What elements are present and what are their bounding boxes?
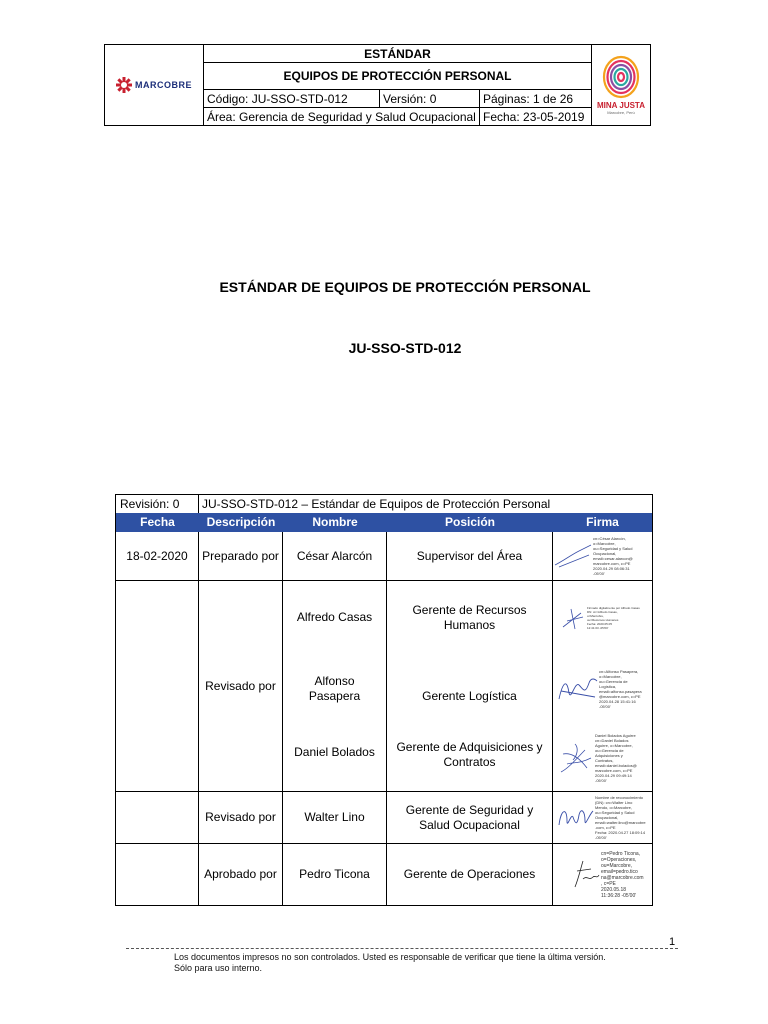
row-2c-firma [553, 724, 652, 791]
revision-table [115, 494, 653, 906]
signature-text-bolados: Daniel Bolados Aguirre cn=Daniel Bolados Aguirre, o=Marcobre, ou=Gerencia de Adquisiciones y Contratos, email=daniel.bolados@ marcobre.com, c=PE 2020.04.29 09:49:14 -05'00' [595, 732, 637, 783]
row-2-descripcion: Revisado por [199, 580, 283, 791]
row-2a-posicion: Gerente de Recursos Humanos [387, 580, 553, 654]
row-1-fecha: 18-02-2020 [116, 532, 199, 580]
column-header-firma: Firma [553, 513, 652, 532]
signature-text-casas: Firmado digitalmente por Alfredo Casas DN: cn=Alfredo Casas, o=Marcobre, ou=Recursos Humanos Fecha: 2020.05.05 12:41:03 -05'00' [587, 605, 640, 630]
paginas-field: Páginas: 1 de 26 [480, 90, 591, 108]
area-field: Área: Gerencia de Seguridad y Salud Ocupacional [204, 108, 480, 125]
row-2c-nombre: Daniel Bolados [283, 724, 387, 791]
marcobre-logo-text: MARCOBRE [135, 80, 192, 90]
marcobre-symbol-icon [116, 77, 132, 93]
revision-title: JU-SSO-STD-012 – Estándar de Equipos de Protección Personal [202, 496, 551, 511]
signature-text-pasapera: cn=Alfonso Pasapera, o=Marcobre, ou=Gerencia de Logística, email=alfonso.pasapera @marcobre.com, c=PE 2020.04.28 15:41:16 -05'00' [599, 669, 642, 709]
row-3-firma [553, 791, 652, 843]
page-number: 1 [669, 936, 676, 948]
mina-justa-logo-text: MINA JUSTA [597, 101, 645, 110]
row-1-descripcion: Preparado por [199, 532, 283, 580]
fingerprint-icon [601, 55, 641, 99]
signature-ticona [571, 857, 601, 893]
column-header-posicion: Posición [387, 513, 553, 532]
row-3-descripcion: Revisado por [199, 791, 283, 843]
version-field: Versión: 0 [380, 90, 480, 108]
signature-text-alarcon: cn=César Alarcón, o=Marcobre, ou=Seguridad y Salud Ocupacional, email=cesar.alarcon@ marcobre.com, c=PE 2020.04.29 08:06:31 -05'00' [593, 536, 633, 576]
row-1-firma [553, 532, 652, 580]
footer-line-2: Sólo para uso interno. [174, 963, 263, 973]
signature-text-ticona: cn=Pedro Ticona, o=Operaciones, ou=Marcobre, email=pedro.tico na@marcobre.com , c=PE 2020.05.18 11:36:28 -05'00' [601, 850, 644, 899]
header-title: EQUIPOS DE PROTECCIÓN PERSONAL [204, 63, 591, 90]
row-4-descripcion: Aprobado por [199, 843, 283, 905]
codigo-field: Código: JU-SSO-STD-012 [204, 90, 380, 108]
row-3-posicion: Gerente de Seguridad y Salud Ocupacional [387, 791, 553, 843]
column-header-fecha: Fecha [116, 513, 199, 532]
row-3-nombre: Walter Lino [283, 791, 387, 843]
signature-lino [555, 801, 595, 835]
signature-text-lino: Nombre de reconocimiento (DN): cn=Walter Lino Mendo, o=Marcobre, ou=Seguridad y Salud Ocupacional, email=walter.lino@marcobre .com, c=PE Fecha: 2020.04.27 18:09:14 -05'00' [595, 795, 646, 840]
fecha-field: Fecha: 23-05-2019 [483, 110, 585, 124]
footer-line-1: Los documentos impresos no son controlados. Usted es responsable de verificar que tiene la última versión. [174, 952, 606, 962]
row-4-fecha [116, 843, 199, 905]
row-2b-firma [553, 654, 652, 724]
mina-justa-logo-subtext: Marcobre, Perú [607, 110, 635, 115]
revision-number: Revisión: 0 [116, 495, 199, 513]
row-2b-nombre [283, 654, 387, 724]
signature-bolados [555, 738, 595, 778]
row-2c-posicion: Gerente de Adquisiciones y Contratos [387, 724, 553, 791]
row-2b-nombre-text: Alfonso Pasapera [308, 674, 361, 703]
document-header [104, 44, 651, 126]
row-2a-firma [553, 580, 652, 654]
row-1-posicion: Supervisor del Área [387, 532, 553, 580]
row-2-fecha [116, 580, 199, 791]
footer-divider [126, 948, 678, 949]
row-3-fecha [116, 791, 199, 843]
row-4-posicion: Gerente de Operaciones [387, 843, 553, 905]
row-2b-posicion: Gerente Logística [387, 654, 553, 724]
row-4-firma [553, 843, 652, 905]
signature-pasapera [555, 671, 599, 707]
signature-casas [559, 603, 587, 633]
column-header-descripcion: Descripción [199, 513, 283, 532]
row-1-nombre: César Alarcón [283, 532, 387, 580]
document-title: ESTÁNDAR DE EQUIPOS DE PROTECCIÓN PERSONAL [219, 279, 591, 295]
column-header-nombre: Nombre [283, 513, 387, 532]
mina-justa-logo [591, 45, 650, 125]
row-2a-nombre: Alfredo Casas [283, 580, 387, 654]
marcobre-logo [105, 45, 204, 125]
document-code: JU-SSO-STD-012 [348, 340, 462, 356]
footer-disclaimer [174, 952, 606, 974]
standard-label: ESTÁNDAR [204, 45, 591, 63]
row-4-nombre: Pedro Ticona [283, 843, 387, 905]
signature-alarcon [553, 541, 593, 571]
